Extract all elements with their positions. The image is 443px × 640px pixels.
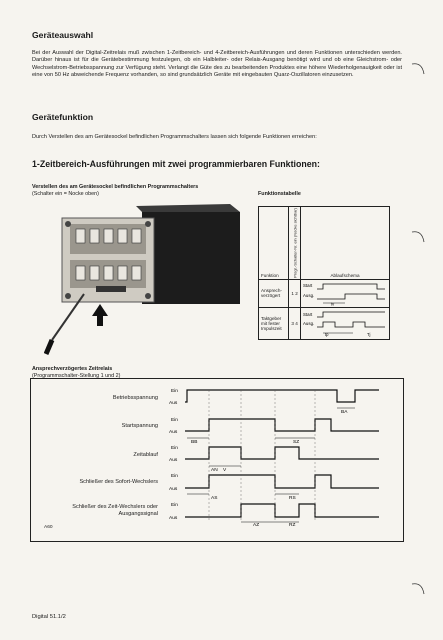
col-function-header: Funktion	[259, 207, 289, 280]
diagram-subtitle: (Programmschalter-Stellung 1 und 2)	[32, 373, 121, 379]
row5-ein: Ein	[171, 503, 178, 508]
col-switch-header: Progr.-Schalter-Nr. ein (Nocke sichtbar)	[289, 207, 301, 280]
wave-betriebsspannung	[185, 390, 379, 402]
row4-aus: Aus	[169, 487, 178, 492]
binder-hole-bottom	[410, 580, 430, 600]
function-table	[258, 206, 390, 340]
table-title: Funktionstabelle	[258, 191, 301, 197]
row2-aus: Aus	[169, 430, 178, 435]
label-bb: BB	[191, 440, 198, 445]
row1-function: Ansprech-verzögert	[259, 279, 289, 307]
label-sz: SZ	[293, 440, 300, 445]
row1-tv-label: tv	[331, 301, 335, 306]
row-label-startspannung: Startspannung	[121, 423, 158, 429]
binder-hole-top	[410, 60, 430, 80]
row2-scheme	[301, 308, 389, 338]
row2-function: Taktgeber mit fester Impulszeit	[259, 307, 289, 339]
relay-photo	[44, 204, 244, 364]
col-scheme-header: Ablaufschema	[301, 207, 390, 280]
row-label-sofort-wechsler: Schließer des Sofort-Wechslers	[79, 479, 158, 485]
photo-caption-1: Verstellen des am Gerätesockel befindlichen Programmschalters	[32, 184, 199, 190]
label-ba: BA	[341, 410, 348, 415]
row-label-zeitablauf: Zeitablauf	[133, 452, 158, 458]
row2-tj-label: Tj	[367, 331, 371, 337]
row1-ausg-label: Ausg.	[303, 292, 315, 298]
row2-tp-label: tp	[325, 331, 329, 337]
label-az: AZ	[253, 523, 260, 528]
label-v: V	[223, 468, 227, 473]
heading-geraeteauswahl: Geräteauswahl	[32, 30, 94, 40]
diagram-title: Ansprechverzögertes Zeitrelais	[32, 366, 113, 372]
label-an: AN	[211, 468, 218, 473]
row5-aus: Aus	[169, 516, 178, 521]
row1-aus: Aus	[169, 401, 178, 406]
timing-diagram	[165, 382, 390, 532]
row1-ein: Ein	[171, 389, 178, 394]
row2-ausg-label: Ausg.	[303, 320, 315, 326]
wave-zeit	[185, 504, 379, 517]
row3-ein: Ein	[171, 446, 178, 451]
row1-scheme	[301, 280, 389, 306]
row2-ein: Ein	[171, 418, 178, 423]
ein-aus-labels	[169, 388, 178, 521]
figure-id: A60	[44, 525, 53, 530]
binder-hole-mid	[410, 228, 430, 248]
heading-geraetefunktion: Gerätefunktion	[32, 112, 94, 122]
label-rz: RZ	[289, 523, 296, 528]
row2-start-label: Start	[303, 311, 313, 317]
row1-start-label: Start	[303, 282, 313, 288]
row-label-betriebsspannung: Betriebsspannung	[112, 395, 158, 401]
row3-aus: Aus	[169, 458, 178, 463]
label-as: AS	[211, 496, 218, 501]
photo-caption-2: (Schalter ein = Nocke oben)	[32, 191, 99, 197]
paragraph-geraetefunktion: Durch Verstellen des am Gerätesockel befindlichen Programmschalters lassen sich folgende Funktionen erreichen:	[32, 134, 317, 140]
label-rs: RS	[289, 496, 296, 501]
heading-1-zeitbereich: 1-Zeitbereich-Ausführungen mit zwei programmierbaren Funktionen:	[32, 159, 320, 169]
row2-switch: 3 4	[289, 307, 301, 339]
page-footer: Digital 51.1/2	[32, 614, 66, 620]
row-label-zeit-wechsler: Schließer des Zeit-Wechslers oder Ausgangssignal	[72, 504, 158, 517]
wave-startspannung	[185, 419, 379, 431]
row1-switch: 1 2	[289, 279, 301, 307]
wave-sofort	[185, 475, 379, 488]
paragraph-geraeteauswahl: Bei der Auswahl der Digital-Zeitrelais muß zwischen 1-Zeitbereich- und 4-Zeitbereich-Ausführungen und deren Funktionen unterschieden werden. Darüber hinaus ist für die Gerätebestimmung festzulegen, ob ein Halbleiter- oder Relais-Ausgang benötigt wird und ob eine Gleichstrom- oder Wechselstrom-Betriebsspannung zur Verfügung steht. Verlangt die Güte des zu bearbeitenden Produktes eine höhere Wiederholgenauigkeit oder ist eine von 50 Hz abweichende Frequenz vorhanden, so sind grundsätzlich Geräte mit eingebauten Quarz-Oszillatoren einzusetzen.	[32, 50, 402, 79]
row4-ein: Ein	[171, 474, 178, 479]
wave-zeitablauf	[185, 447, 379, 459]
